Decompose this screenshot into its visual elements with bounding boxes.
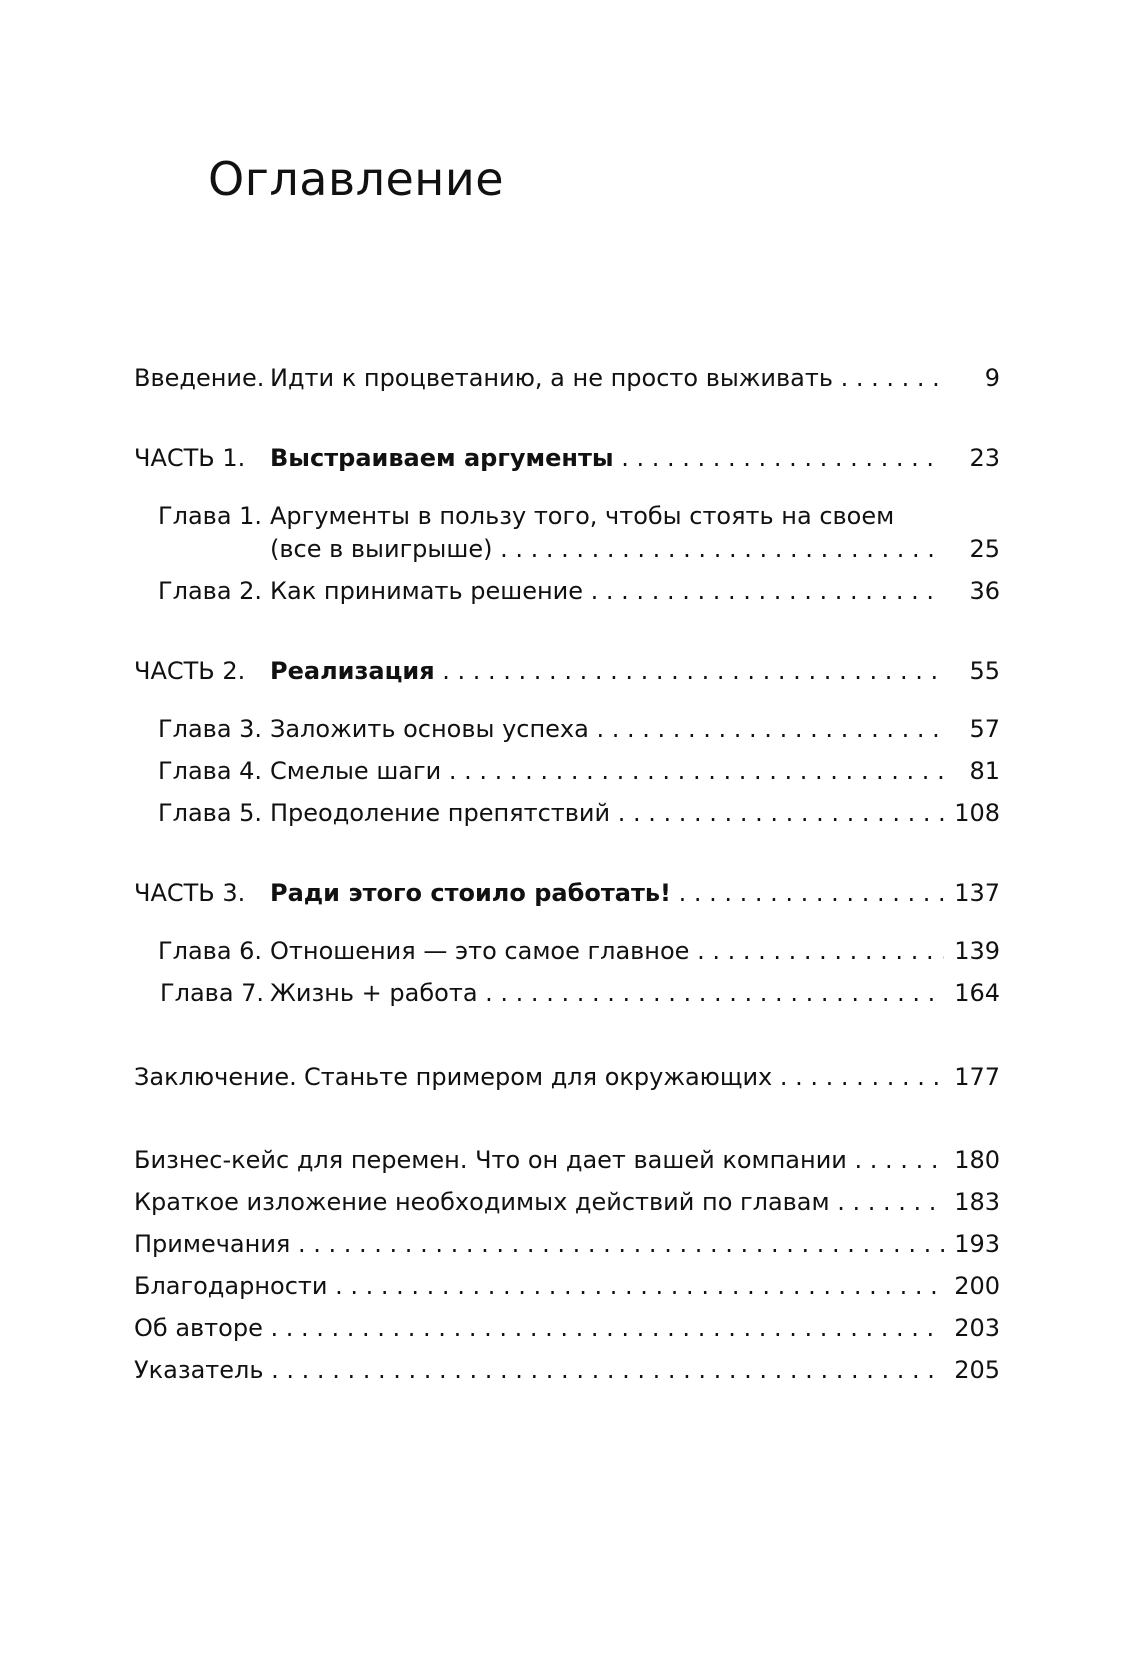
toc-entry-ch1-line2[interactable] bbox=[0, 531, 1142, 567]
entry-page: 55 bbox=[944, 653, 1000, 689]
entry-title: Заложить основы успеха bbox=[270, 715, 589, 743]
entry-label: Глава 7. bbox=[160, 979, 265, 1007]
entry-label: ЧАСТЬ 3. bbox=[134, 879, 246, 907]
entry-title: Преодоление препятствий bbox=[270, 799, 611, 827]
entry-title: Указатель bbox=[134, 1356, 264, 1384]
entry-page: 36 bbox=[944, 573, 1000, 609]
entry-page: 57 bbox=[944, 711, 1000, 747]
entry-label: Глава 4. bbox=[158, 757, 263, 785]
entry-title: Станьте примером для окружающих bbox=[304, 1063, 773, 1091]
toc-entry-conclusion[interactable] bbox=[0, 1059, 1142, 1095]
toc-entry-business-case[interactable] bbox=[0, 1142, 1142, 1178]
toc-entry-index[interactable] bbox=[0, 1352, 1142, 1388]
entry-title: Аргументы в пользу того, чтобы стоять на своем bbox=[270, 502, 895, 530]
entry-page: 180 bbox=[944, 1142, 1000, 1178]
toc-entry-ch4[interactable] bbox=[0, 753, 1142, 789]
entry-page: 137 bbox=[944, 875, 1000, 911]
entry-title: Краткое изложение необходимых действий по главам bbox=[134, 1188, 830, 1216]
entry-title: Бизнес-кейс для перемен. Что он дает вашей компании bbox=[134, 1146, 847, 1174]
entry-title-continued: (все в выигрыше) bbox=[270, 535, 493, 563]
page-title: Оглавление bbox=[208, 152, 505, 206]
entry-page: 183 bbox=[944, 1184, 1000, 1220]
entry-title: Об авторе bbox=[134, 1314, 263, 1342]
entry-page: 81 bbox=[944, 753, 1000, 789]
entry-label: ЧАСТЬ 1. bbox=[134, 444, 246, 472]
entry-page: 164 bbox=[944, 975, 1000, 1011]
toc-entry-part3[interactable] bbox=[0, 875, 1142, 911]
entry-page: 205 bbox=[944, 1352, 1000, 1388]
toc-entry-ch1-line1[interactable] bbox=[0, 498, 1142, 534]
toc-entry-about-author[interactable] bbox=[0, 1310, 1142, 1346]
entry-page: 200 bbox=[944, 1268, 1000, 1304]
entry-label: Глава 2. bbox=[158, 577, 263, 605]
entry-title: Примечания bbox=[134, 1230, 291, 1258]
entry-label: Введение. bbox=[134, 364, 265, 392]
toc-entry-part1[interactable] bbox=[0, 440, 1142, 476]
entry-title: Ради этого стоило работать! bbox=[270, 879, 671, 907]
entry-label: Глава 5. bbox=[158, 799, 263, 827]
entry-page: 139 bbox=[944, 933, 1000, 969]
entry-label: Заключение. bbox=[134, 1063, 297, 1091]
entry-page: 203 bbox=[944, 1310, 1000, 1346]
entry-title: Смелые шаги bbox=[270, 757, 442, 785]
toc-entry-part2[interactable] bbox=[0, 653, 1142, 689]
entry-page: 193 bbox=[944, 1226, 1000, 1262]
toc-entry-ch5[interactable] bbox=[0, 795, 1142, 831]
entry-page: 23 bbox=[944, 440, 1000, 476]
entry-page: 25 bbox=[944, 531, 1000, 567]
entry-title: Реализация bbox=[270, 657, 435, 685]
toc-entry-acknowledgements[interactable] bbox=[0, 1268, 1142, 1304]
toc-entry-intro[interactable] bbox=[0, 360, 1142, 396]
toc-entry-ch3[interactable] bbox=[0, 711, 1142, 747]
entry-page: 108 bbox=[944, 795, 1000, 831]
entry-label: ЧАСТЬ 2. bbox=[134, 657, 246, 685]
entry-title: Жизнь + работа bbox=[270, 979, 478, 1007]
entry-title: Благодарности bbox=[134, 1272, 328, 1300]
entry-label: Глава 1. bbox=[158, 502, 263, 530]
toc-entry-ch7[interactable] bbox=[0, 975, 1142, 1011]
toc-entry-notes[interactable] bbox=[0, 1226, 1142, 1262]
entry-label: Глава 6. bbox=[158, 937, 263, 965]
entry-title: Как принимать решение bbox=[270, 577, 584, 605]
entry-label: Глава 3. bbox=[158, 715, 263, 743]
entry-page: 177 bbox=[944, 1059, 1000, 1095]
entry-page: 9 bbox=[944, 360, 1000, 396]
entry-title: Идти к процветанию, а не просто выживать bbox=[270, 364, 833, 392]
toc-entry-summary[interactable] bbox=[0, 1184, 1142, 1220]
toc-entry-ch2[interactable] bbox=[0, 573, 1142, 609]
entry-title: Выстраиваем аргументы bbox=[270, 444, 614, 472]
entry-title: Отношения — это самое главное bbox=[270, 937, 690, 965]
toc-entry-ch6[interactable] bbox=[0, 933, 1142, 969]
